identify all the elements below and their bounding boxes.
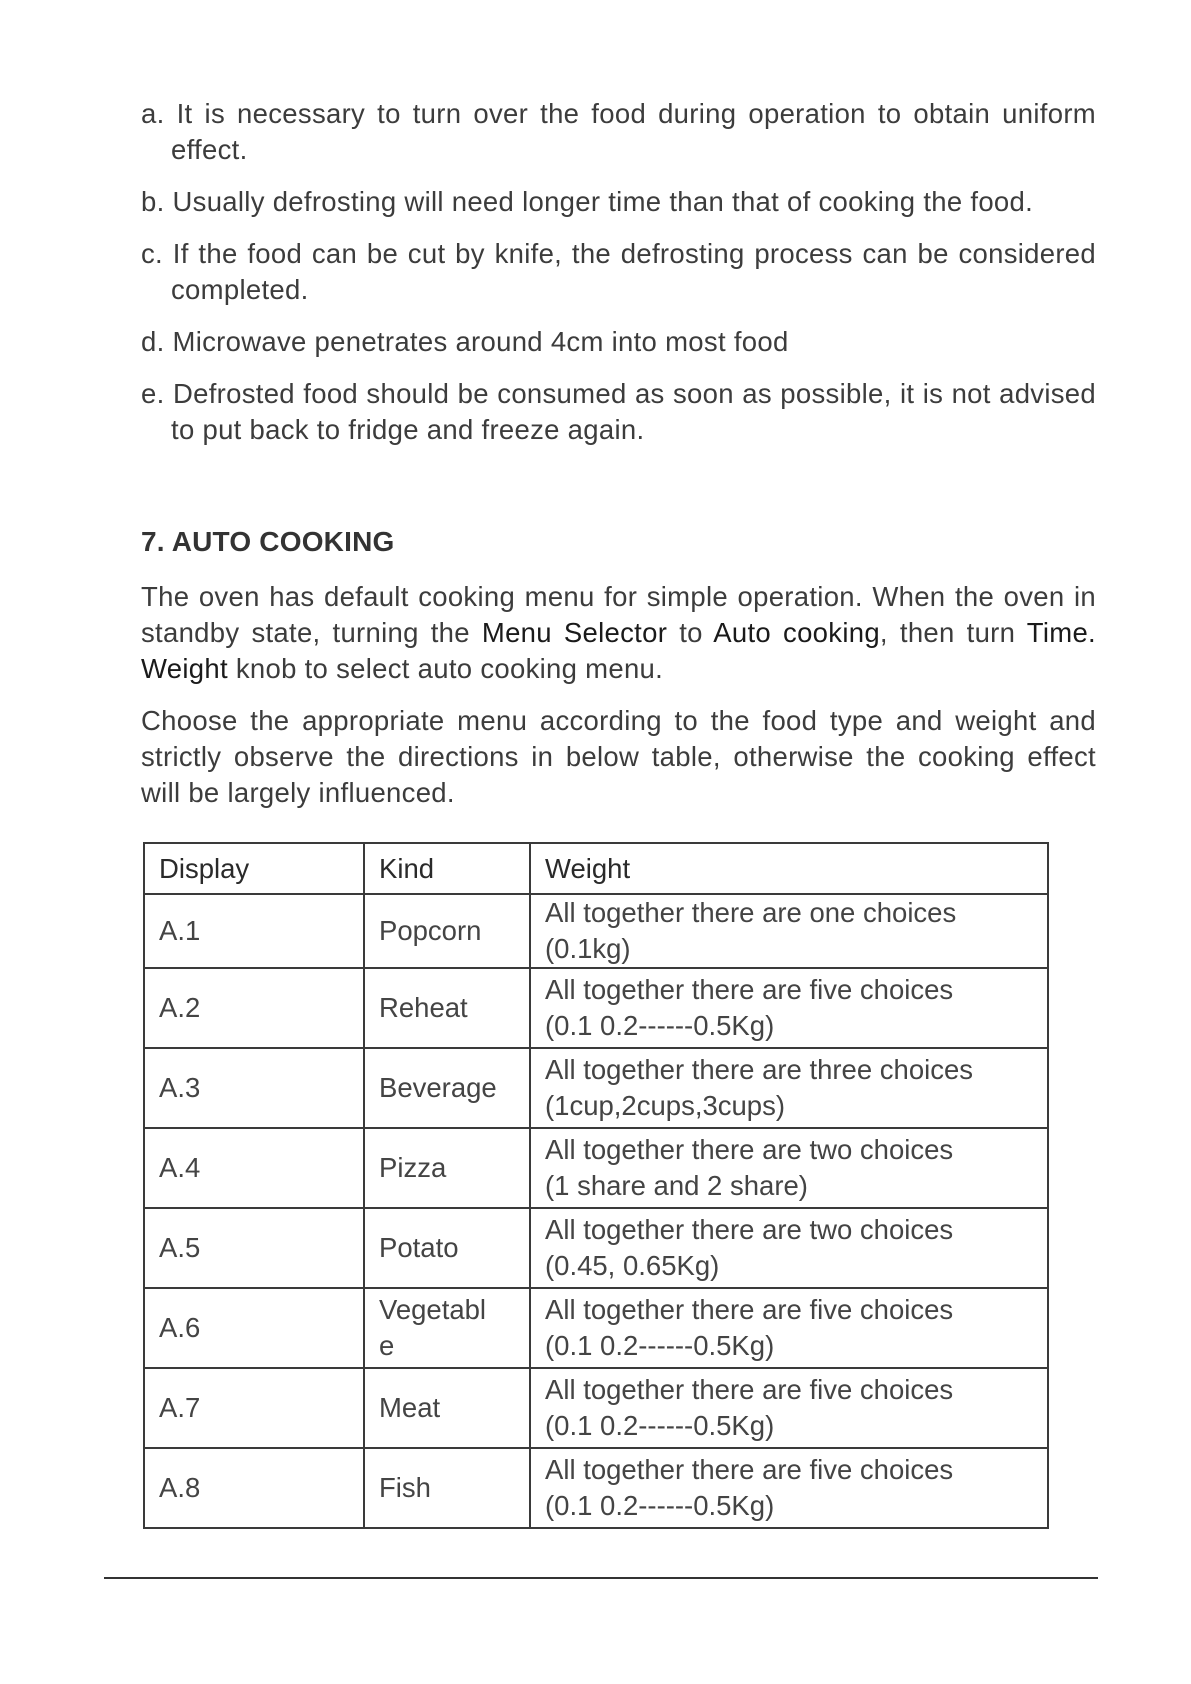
cell-kind: Popcorn [364,894,530,968]
cell-kind [364,1288,530,1368]
cell-weight [530,1288,1048,1368]
cell-weight [530,1048,1048,1128]
weight-detail: (0.1 0.2------0.5Kg) [545,1490,775,1521]
weight-detail: (0.1 0.2------0.5Kg) [545,1010,775,1041]
list-item [141,184,1096,220]
auto-cooking-intro [141,579,1096,687]
cell-display: A.3 [144,1048,364,1128]
auto-cooking-guidance: Choose the appropriate menu according to the food type and weight and strictly observe the directions in below table, otherwise the cooking effect will be largely influenced. [141,705,1096,808]
weight-detail: (1 share and 2 share) [545,1170,808,1201]
header-weight: Weight [530,843,1048,894]
list-item-letter: c. [141,238,163,269]
weight-line: All together there are one choices [545,897,957,928]
intro-text-4: knob to select auto cooking menu. [227,653,664,684]
defrost-tips-list [141,96,1096,464]
cell-display: A.2 [144,968,364,1048]
table-row [144,968,1048,1048]
cell-display: A.4 [144,1128,364,1208]
list-item-text: It is necessary to turn over the food during operation to obtain uniform effect. [171,98,1096,165]
table-header-row [144,843,1048,894]
time-weight-term: Time. Weight [141,617,1096,684]
cell-display: A.6 [144,1288,364,1368]
weight-detail: (1cup,2cups,3cups) [545,1090,785,1121]
header-display: Display [144,843,364,894]
cell-kind: Meat [364,1368,530,1448]
cell-display: A.1 [144,894,364,968]
menu-selector-term: Menu Selector [481,617,668,648]
cell-display: A.8 [144,1448,364,1528]
cell-weight [530,968,1048,1048]
table-row [144,894,1048,968]
kind-line: e [379,1330,395,1361]
weight-line: All together there are five choices [545,974,954,1005]
table-row [144,1128,1048,1208]
intro-text-2: to [667,617,714,648]
cell-weight [530,1448,1048,1528]
list-item-letter: d. [141,326,165,357]
footer-divider [104,1577,1098,1579]
list-item [141,96,1096,168]
cell-kind: Reheat [364,968,530,1048]
weight-line: All together there are five choices [545,1294,954,1325]
list-item-text: Defrosted food should be consumed as soon as possible, it is not advised to put back to fridge and freeze again. [171,378,1096,445]
intro-text-1: The oven has default cooking menu for simple operation. When the oven in standby state, turning the [141,581,1096,648]
list-item-text: Usually defrosting will need longer time than that of cooking the food. [172,186,1034,217]
weight-detail: (0.1 0.2------0.5Kg) [545,1410,775,1441]
intro-text-3: , then turn [879,617,1027,648]
cell-weight [530,894,1048,968]
cell-kind: Pizza [364,1128,530,1208]
cell-weight [530,1128,1048,1208]
weight-line: All together there are three choices [545,1054,974,1085]
header-kind: Kind [364,843,530,894]
table-row [144,1368,1048,1448]
auto-cooking-table [143,842,1049,1529]
cell-kind: Beverage [364,1048,530,1128]
weight-line: All together there are two choices [545,1214,954,1245]
list-item-letter: a. [141,98,165,129]
list-item [141,376,1096,448]
weight-detail: (0.1 0.2------0.5Kg) [545,1330,775,1361]
cell-weight [530,1208,1048,1288]
table-row [144,1288,1048,1368]
weight-line: All together there are five choices [545,1374,954,1405]
weight-line: All together there are five choices [545,1454,954,1485]
weight-detail: (0.1kg) [545,933,631,964]
cell-weight [530,1368,1048,1448]
list-item-text: Microwave penetrates around 4cm into most food [172,326,789,357]
list-item-letter: e. [141,378,165,409]
section-heading: 7. AUTO COOKING [141,526,395,557]
list-item-text: If the food can be cut by knife, the defrosting process can be considered completed. [171,238,1096,305]
weight-detail: (0.45, 0.65Kg) [545,1250,720,1281]
list-item [141,236,1096,308]
cell-display: A.7 [144,1368,364,1448]
cell-kind: Potato [364,1208,530,1288]
list-item-letter: b. [141,186,165,217]
cell-kind: Fish [364,1448,530,1528]
auto-cooking-term: Auto cooking [713,617,880,648]
list-item [141,324,1096,360]
table-row [144,1208,1048,1288]
cell-display: A.5 [144,1208,364,1288]
weight-line: All together there are two choices [545,1134,954,1165]
table-row [144,1048,1048,1128]
kind-line: Vegetabl [379,1294,487,1325]
table-row [144,1448,1048,1528]
